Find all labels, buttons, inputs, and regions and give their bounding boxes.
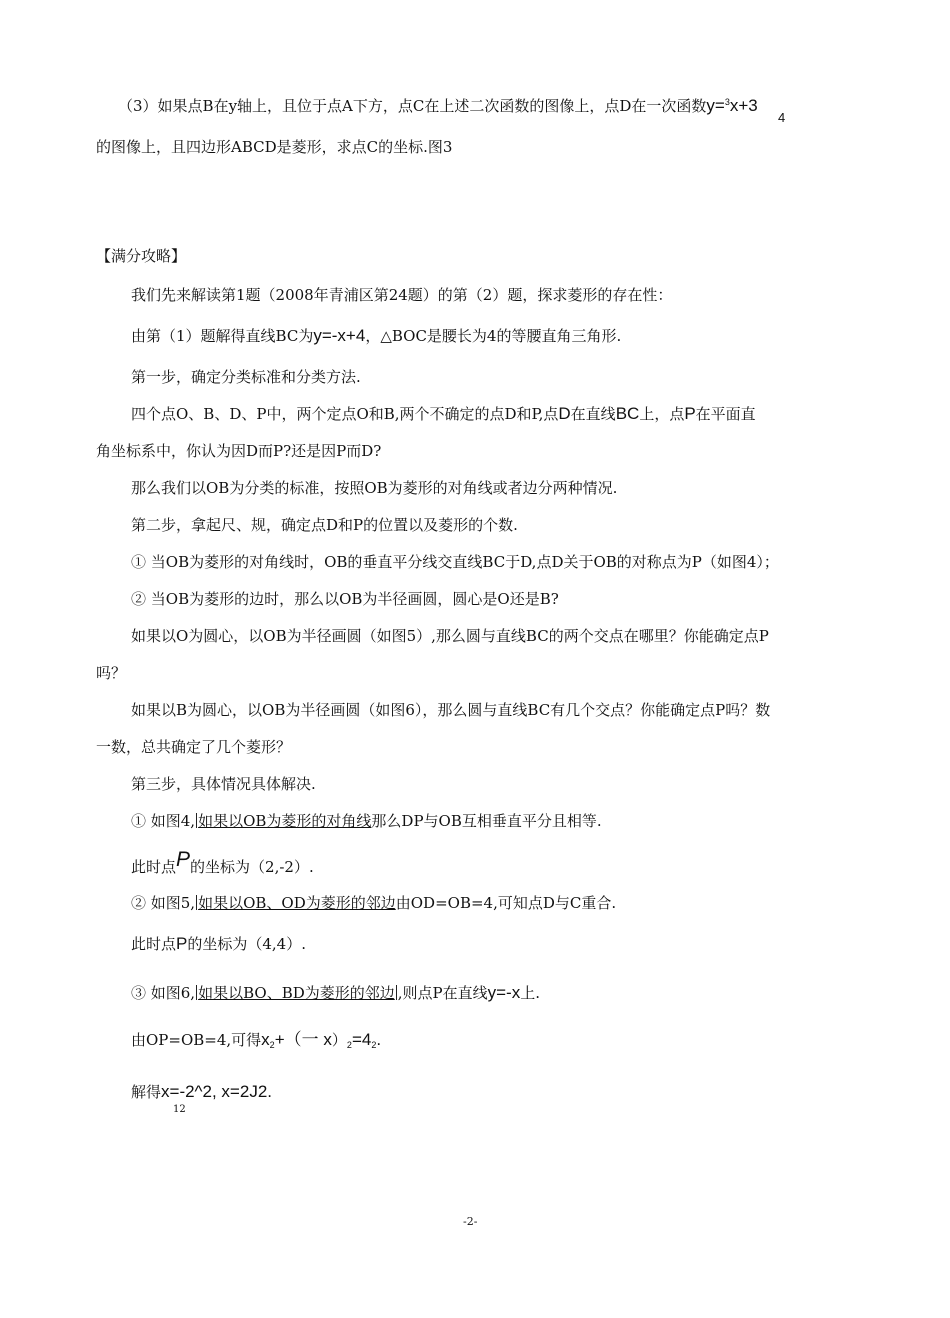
paragraph-9-line-1: 如果以O为圆心，以OB为半径画圆（如图5）,那么圆与直线BC的两个交点在哪里？你能确定点P xyxy=(131,627,769,645)
question-3-formula-sup: 3 xyxy=(724,97,730,107)
paragraph-2-formula: y=-x+4 xyxy=(313,326,366,345)
paragraph-18-subscript: 12 xyxy=(173,1104,186,1115)
paragraph-10-line-2: 一数，总共确定了几个菱形？ xyxy=(96,738,292,756)
paragraph-12 xyxy=(131,811,602,831)
question-3-line-1 xyxy=(118,92,758,116)
paragraph-17-plus: +（ xyxy=(274,1030,302,1049)
paragraph-18-text-a: 解得 xyxy=(131,1083,162,1101)
paragraph-2-text-a: 由第（1）题解得直线BC为 xyxy=(131,327,314,345)
paragraph-17 xyxy=(131,1030,381,1055)
paragraph-16-formula: y=-x xyxy=(487,983,521,1002)
paragraph-8: ② 当OB为菱形的边时，那么以OB为半径画圆，圆心是O还是B? xyxy=(131,590,559,608)
cursor-bar xyxy=(196,895,197,910)
paragraph-17-x: x xyxy=(261,1030,270,1049)
paragraph-2 xyxy=(131,326,621,346)
paragraph-17-x2: x xyxy=(323,1030,332,1049)
cursor-bar xyxy=(396,985,397,1000)
paragraph-10-line-1: 如果以B为圆心，以OB为半径画圆（如图6），那么圆与直线BC有几个交点？你能确定点P吗？数 xyxy=(131,701,771,719)
paragraph-17-sub-2: 2 xyxy=(346,1040,352,1050)
paragraph-13 xyxy=(131,850,314,877)
paragraph-3: 第一步，确定分类标准和分类方法. xyxy=(131,368,361,386)
paragraph-17-minus: 一 xyxy=(301,1030,319,1049)
paragraph-14 xyxy=(131,893,616,913)
paragraph-11: 第三步，具体情况具体解决. xyxy=(131,775,316,793)
paragraph-18 xyxy=(131,1082,272,1102)
paragraph-17-eq: =4 xyxy=(351,1030,372,1049)
question-3-formula-rest: x+3 xyxy=(729,96,758,115)
question-3-text: （3）如果点B在y轴上，且位于点A下方，点C在上述二次函数的图像上，点D在一次函数 xyxy=(118,97,707,115)
paragraph-2-text-b: ，△BOC是腰长为4的等腰直角三角形. xyxy=(365,327,622,345)
paragraph-6: 第二步，拿起尺、规，确定点D和P的位置以及菱形的个数. xyxy=(131,516,518,534)
paragraph-18-formula: x=-2^2, x=2J2. xyxy=(161,1082,272,1101)
paragraph-14-text-a: ② 如图5, xyxy=(131,894,196,912)
paragraph-4-text-c: 上，点 xyxy=(639,405,685,423)
paragraph-17-sub-3: 2 xyxy=(371,1040,377,1050)
paragraph-4-D: D xyxy=(558,404,571,423)
paragraph-4-text-d: 在平面直 xyxy=(695,405,756,423)
paragraph-4-line-2: 角坐标系中，你认为因D而P?还是因P而D? xyxy=(96,442,382,460)
paragraph-16-text-b: ,则点P在直线 xyxy=(397,984,488,1002)
paragraph-16-underlined: 如果以BO、BD为菱形的邻边 xyxy=(198,984,395,1002)
cursor-bar xyxy=(196,813,197,828)
paragraph-4-text-b: 在直线 xyxy=(570,405,616,423)
paragraph-14-underlined: 如果以OB、OD为菱形的邻边 xyxy=(198,894,396,912)
paragraph-9-line-2: 吗？ xyxy=(96,664,127,682)
paragraph-15-text-a: 此时点 xyxy=(131,935,177,953)
paragraph-13-text-a: 此时点 xyxy=(131,858,177,876)
cursor-bar xyxy=(196,985,197,1000)
paragraph-1: 我们先来解读第1题（2008年青浦区第24题）的第（2）题，探求菱形的存在性： xyxy=(131,286,673,304)
paragraph-15-text-b: 的坐标为（4,4）. xyxy=(187,935,306,953)
paragraph-4-text-a: 四个点O、B、D、P中，两个定点O和B,两个不确定的点D和P,点 xyxy=(131,405,559,423)
paragraph-17-end: . xyxy=(376,1030,382,1049)
question-3-formula-y: y= xyxy=(706,96,725,115)
paragraph-4-BC: BC xyxy=(615,404,640,423)
paragraph-14-text-b: 由OD=OB=4,可知点D与C重合. xyxy=(395,894,617,912)
paragraph-13-text-b: 的坐标为（2,-2）. xyxy=(190,858,314,876)
paragraph-17-text-a: 由OP=OB=4,可得 xyxy=(131,1031,262,1049)
paragraph-16-text-a: ③ 如图6, xyxy=(131,984,196,1002)
paragraph-4-line-1 xyxy=(131,404,756,424)
paragraph-15-P: P xyxy=(176,934,188,953)
page-number: -2- xyxy=(463,1215,478,1228)
paragraph-7: ① 当OB为菱形的对角线时，OB的垂直平分线交直线BC于D,点D关于OB的对称点为P（如图4）； xyxy=(131,553,779,571)
paragraph-17-close: ） xyxy=(331,1031,347,1049)
paragraph-16 xyxy=(131,983,540,1003)
paragraph-4-P: P xyxy=(684,404,696,423)
paragraph-12-text-a: ① 如图4, xyxy=(131,812,196,830)
question-3-line-2: 的图像上，且四边形ABCD是菱形，求点C的坐标.图3 xyxy=(96,138,453,156)
paragraph-5: 那么我们以OB为分类的标准，按照OB为菱形的对角线或者边分两种情况. xyxy=(131,479,618,497)
paragraph-16-text-c: 上. xyxy=(520,984,540,1002)
paragraph-15 xyxy=(131,934,306,954)
paragraph-13-P: P xyxy=(176,848,191,871)
paragraph-12-text-b: 那么DP与OB互相垂直平分且相等. xyxy=(371,812,602,830)
section-title: 【满分攻略】 xyxy=(96,247,187,265)
paragraph-17-sub-1: 2 xyxy=(269,1040,275,1050)
paragraph-12-underlined: 如果以OB为菱形的对角线 xyxy=(198,812,372,830)
question-3-denominator: 4 xyxy=(778,110,786,125)
